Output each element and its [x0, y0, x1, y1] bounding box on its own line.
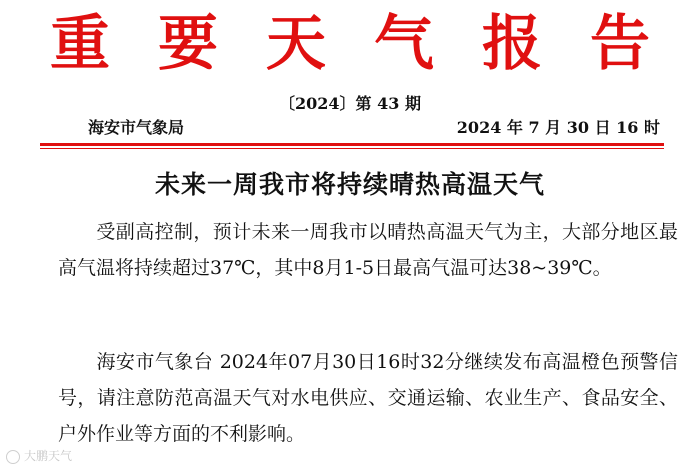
watermark-text: 大鹏天气 — [24, 449, 73, 463]
brand-logo-icon — [6, 450, 20, 464]
issue-number: 〔2024〕第 43 期 — [279, 94, 421, 113]
watermark — [6, 448, 72, 464]
paragraph-text: 受副高控制，预计未来一周我市以晴热高温天气为主，大部分地区最高气温将持续超过37℃，其中8月1-5日最高气温可达38~39℃。 — [58, 221, 678, 279]
report-masthead: 重要天气报告 — [50, 9, 698, 79]
article-paragraph — [58, 214, 678, 286]
issuer-name: 海安市气象局 — [88, 118, 185, 137]
header-divider-thick — [40, 143, 664, 146]
paragraph-text: 海安市气象台 2024年07月30日16时32分继续发布高温橙色预警信号，请注意防范高温天气对水电供应、交通运输、农业生产、食品安全、户外作业等方面的不利影响。 — [58, 351, 678, 445]
article-paragraph — [58, 344, 678, 452]
issue-datetime: 2024 年 7 月 30 日 16 时 — [456, 118, 660, 137]
header-divider-thin — [40, 148, 664, 149]
article-headline: 未来一周我市将持续晴热高温天气 — [154, 170, 545, 199]
